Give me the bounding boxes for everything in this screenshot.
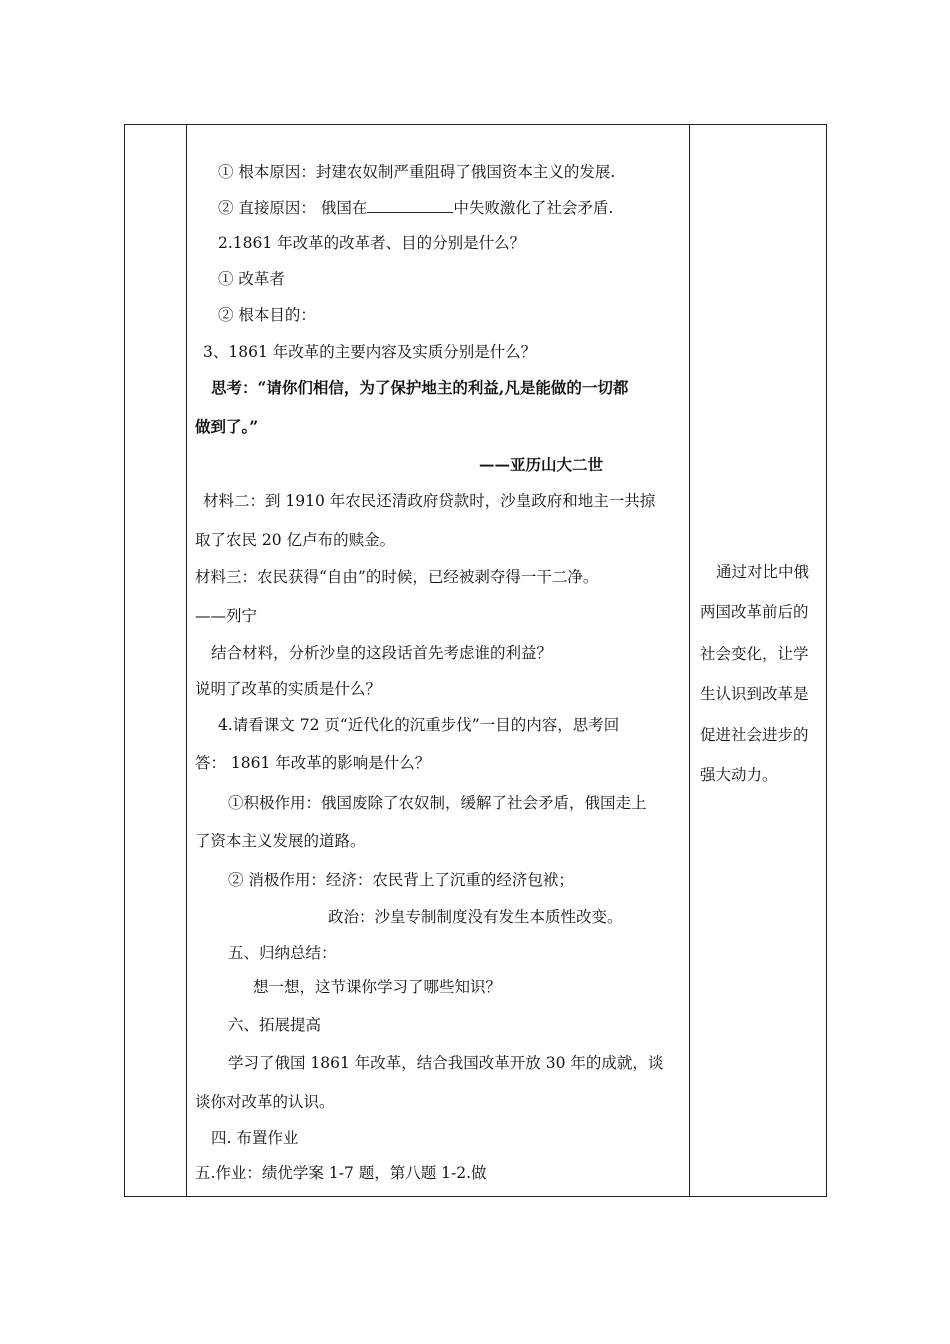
section-heading: 六、拓展提高	[228, 1016, 322, 1034]
quote-attribution: ——列宁	[195, 607, 258, 625]
text-line: 政治：沙皇专制制度没有发生本质性改变。	[328, 908, 623, 926]
fill-in-blank	[367, 198, 453, 213]
material-text: 取了农民 20 亿卢布的赎金。	[195, 531, 396, 549]
side-note-line: 社会变化，让学	[700, 645, 809, 663]
text-line: 学习了俄国 1861 年改革，结合我国改革开放 30 年的成就，谈	[228, 1054, 664, 1072]
side-note-line: 通过对比中俄	[716, 563, 810, 581]
text-line: 了资本主义发展的道路。	[195, 832, 366, 850]
side-note-line: 生认识到改革是	[700, 685, 809, 703]
text-line: ① 根本原因：封建农奴制严重阻碍了俄国资本主义的发展.	[218, 163, 616, 181]
quote-attribution: ——亚历山大二世	[479, 455, 604, 474]
text-line: 说明了改革的实质是什么？	[195, 680, 382, 698]
text-line-with-blank	[218, 198, 613, 218]
section-heading: 四. 布置作业	[211, 1129, 299, 1147]
text-line: 4.请看课文 72 页“近代化的沉重步伐”一目的内容，思考回	[218, 716, 620, 734]
column-divider-2	[689, 125, 690, 1196]
text-segment: ② 直接原因： 俄国在	[218, 199, 368, 217]
text-line: ①积极作用：俄国废除了农奴制，缓解了社会矛盾，俄国走上	[228, 794, 647, 812]
text-line: 3、1861 年改革的主要内容及实质分别是什么？	[203, 343, 537, 361]
text-line: 想一想，这节课你学习了哪些知识？	[253, 978, 502, 996]
side-note-line: 两国改革前后的	[700, 603, 809, 621]
side-note-line: 强大动力。	[700, 766, 778, 784]
text-segment: 中失败激化了社会矛盾.	[453, 199, 614, 217]
text-line: 答： 1861 年改革的影响是什么？	[195, 754, 431, 772]
text-line: 结合材料，分析沙皇的这段话首先考虑谁的利益？	[211, 644, 553, 662]
material-text: 材料二：到 1910 年农民还清政府贷款时，沙皇政府和地主一共掠	[203, 492, 656, 510]
think-question: 做到了。”	[195, 417, 259, 436]
side-note-line: 促进社会进步的	[700, 726, 809, 744]
text-line: ① 改革者	[218, 270, 285, 288]
text-line: 谈你对改革的认识。	[195, 1093, 335, 1111]
section-heading: 五、归纳总结：	[228, 944, 337, 962]
text-line: ② 消极作用：经济：农民背上了沉重的经济包袱；	[228, 871, 574, 889]
material-text: 材料三：农民获得“自由”的时候，已经被剥夺得一干二净。	[195, 568, 599, 586]
text-line: 2.1861 年改革的改革者、目的分别是什么？	[218, 234, 526, 252]
think-question: 思考：“请你们相信，为了保护地主的利益,凡是能做的一切都	[211, 378, 629, 397]
text-line: ② 根本目的：	[218, 306, 316, 324]
column-divider-1	[186, 125, 187, 1196]
homework-line: 五.作业：绩优学案 1-7 题，第八题 1-2.做	[195, 1164, 487, 1182]
